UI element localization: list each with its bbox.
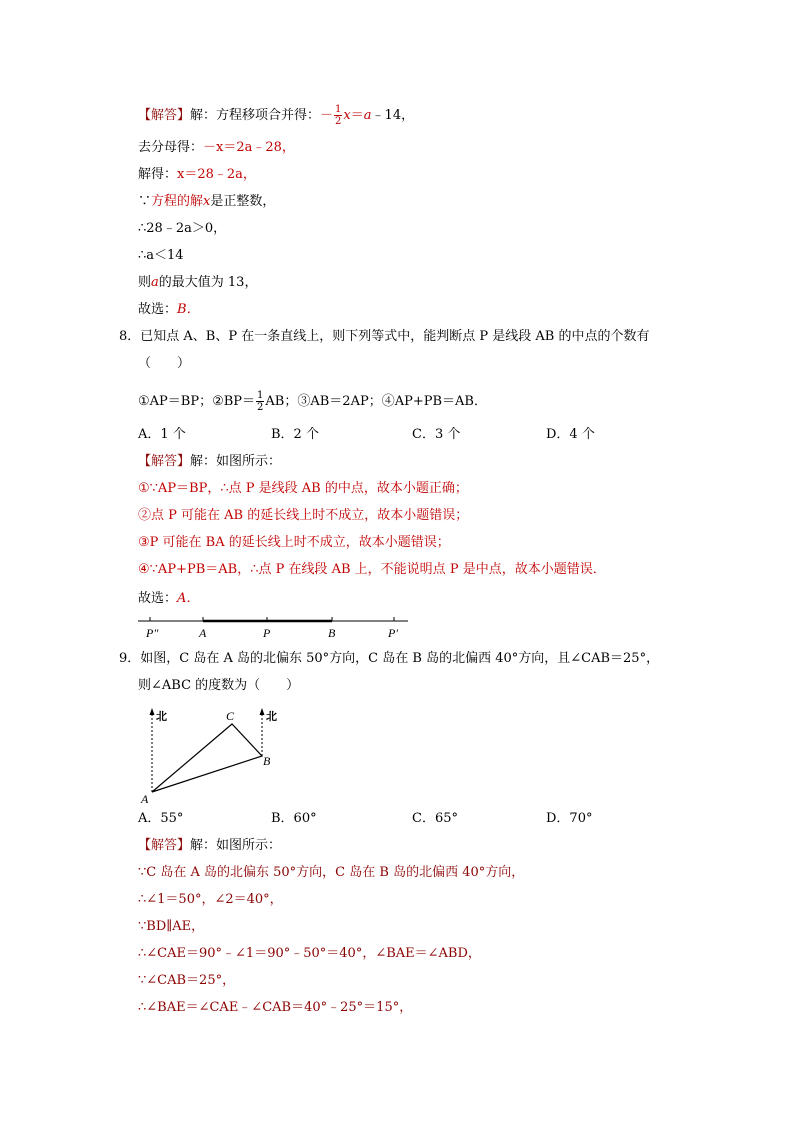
- label-a: A: [141, 792, 149, 806]
- sol7-line-3: 解得：x＝28﹣2a，: [138, 167, 256, 182]
- fraction-half: $\frac{1}{2}$: [335, 104, 342, 127]
- q8-option-d: D．4 个: [546, 427, 595, 442]
- q8-step-3: ③P 可能在 BA 的延长线上时不成立，故本小题错误；: [138, 535, 450, 550]
- q8-option-b: B．2 个: [271, 427, 319, 442]
- sol7-line-6: ∴a＜14: [138, 248, 184, 263]
- answer-label: 【解答】: [138, 108, 191, 123]
- q9-step-3: ∵BD∥AE，: [138, 919, 205, 934]
- q9-option-b: B．60°: [271, 811, 317, 826]
- q9-step-6: ∴∠BAE＝∠CAE﹣∠CAB＝40°﹣25°＝15°，: [138, 1000, 413, 1015]
- triangle-abc: [152, 724, 262, 792]
- q8-stem-line-2: （ ）: [138, 356, 191, 371]
- q8-step-4: ④∵AP+PB＝AB，∴点 P 在线段 AB 上，不能说明点 P 是中点，故本小题错误．: [138, 562, 606, 577]
- label-p-double-prime: P″: [146, 626, 159, 640]
- q8-option-a: A．1 个: [138, 427, 186, 442]
- q9-step-5: ∵∠CAB＝25°，: [138, 973, 236, 988]
- label-p-prime: P′: [388, 626, 398, 640]
- fraction-half: $\frac{1}{2}$: [257, 390, 264, 413]
- island-bearing-figure: [138, 704, 288, 808]
- q8-final-answer: 故选：A．: [138, 591, 200, 606]
- sol7-intro: 解：方程移项合并得：: [190, 108, 321, 123]
- answer-label: 【解答】: [138, 838, 191, 853]
- q8-stem-line-1: 8．已知点 A、B、P 在一条直线上，则下列等式中，能判断点 P 是线段 AB 的中点的个数有: [119, 329, 650, 344]
- q9-option-d: D．70°: [546, 811, 593, 826]
- north-label-a: 北: [156, 711, 167, 723]
- q8-option-c: C．3 个: [412, 427, 461, 442]
- q8-step-2: ②点 P 可能在 AB 的延长线上时不成立，故本小题错误；: [138, 508, 469, 523]
- q9-stem-line-2: 则∠ABC 的度数为（ ）: [138, 678, 300, 693]
- answer-label: 【解答】: [138, 454, 191, 469]
- sol7-line-1: 【解答】解：方程移项合并得：－ $\frac{1}{2}$ x＝a﹣14，: [138, 104, 415, 127]
- label-b: B: [328, 626, 336, 640]
- q9-step-4: ∴∠CAE＝90°﹣∠1＝90°﹣50°＝40°，∠BAE＝∠ABD，: [138, 946, 481, 961]
- number-line-figure: [136, 612, 412, 644]
- sol7-line-4: ∵方程的解x是正整数，: [138, 194, 276, 209]
- q8-step-1: ①∵AP＝BP，∴点 P 是线段 AB 的中点，故本小题正确；: [138, 481, 468, 496]
- q9-stem-line-1: 9．如图，C 岛在 A 岛的北偏东 50°方向，C 岛在 B 岛的北偏西 40°方向，且∠CAB＝25°，: [119, 651, 660, 666]
- north-label-b: 北: [266, 711, 277, 723]
- north-arrow-a-icon: [150, 708, 155, 715]
- q9-option-c: C．65°: [412, 811, 458, 826]
- label-a: A: [199, 626, 207, 640]
- q8-answer-intro: 【解答】解：如图所示：: [138, 454, 282, 469]
- q9-step-1: ∵C 岛在 A 岛的北偏东 50°方向，C 岛在 B 岛的北偏西 40°方向，: [138, 865, 525, 880]
- frac-sign: －: [320, 108, 334, 123]
- sol7-line-7: 则a的最大值为 13，: [138, 275, 258, 290]
- label-b: B: [263, 754, 271, 768]
- q9-option-a: A．55°: [138, 811, 184, 826]
- label-c: C: [226, 709, 235, 723]
- q9-step-2: ∴∠1＝50°，∠2＝40°，: [138, 892, 283, 907]
- q9-answer-intro: 【解答】解：如图所示：: [138, 838, 282, 853]
- north-arrow-b-icon: [260, 708, 265, 715]
- sol7-line-5: ∴28﹣2a＞0，: [138, 221, 227, 236]
- sol7-line-8: 故选：B．: [138, 302, 200, 317]
- sol7-line-2: 去分母得：－x＝2a﹣28，: [138, 140, 295, 155]
- q8-conditions: ①AP＝BP；②BP＝ $\frac{1}{2}$ AB；③AB＝2AP；④AP+PB＝AB．: [138, 390, 487, 413]
- label-p: P: [263, 626, 271, 640]
